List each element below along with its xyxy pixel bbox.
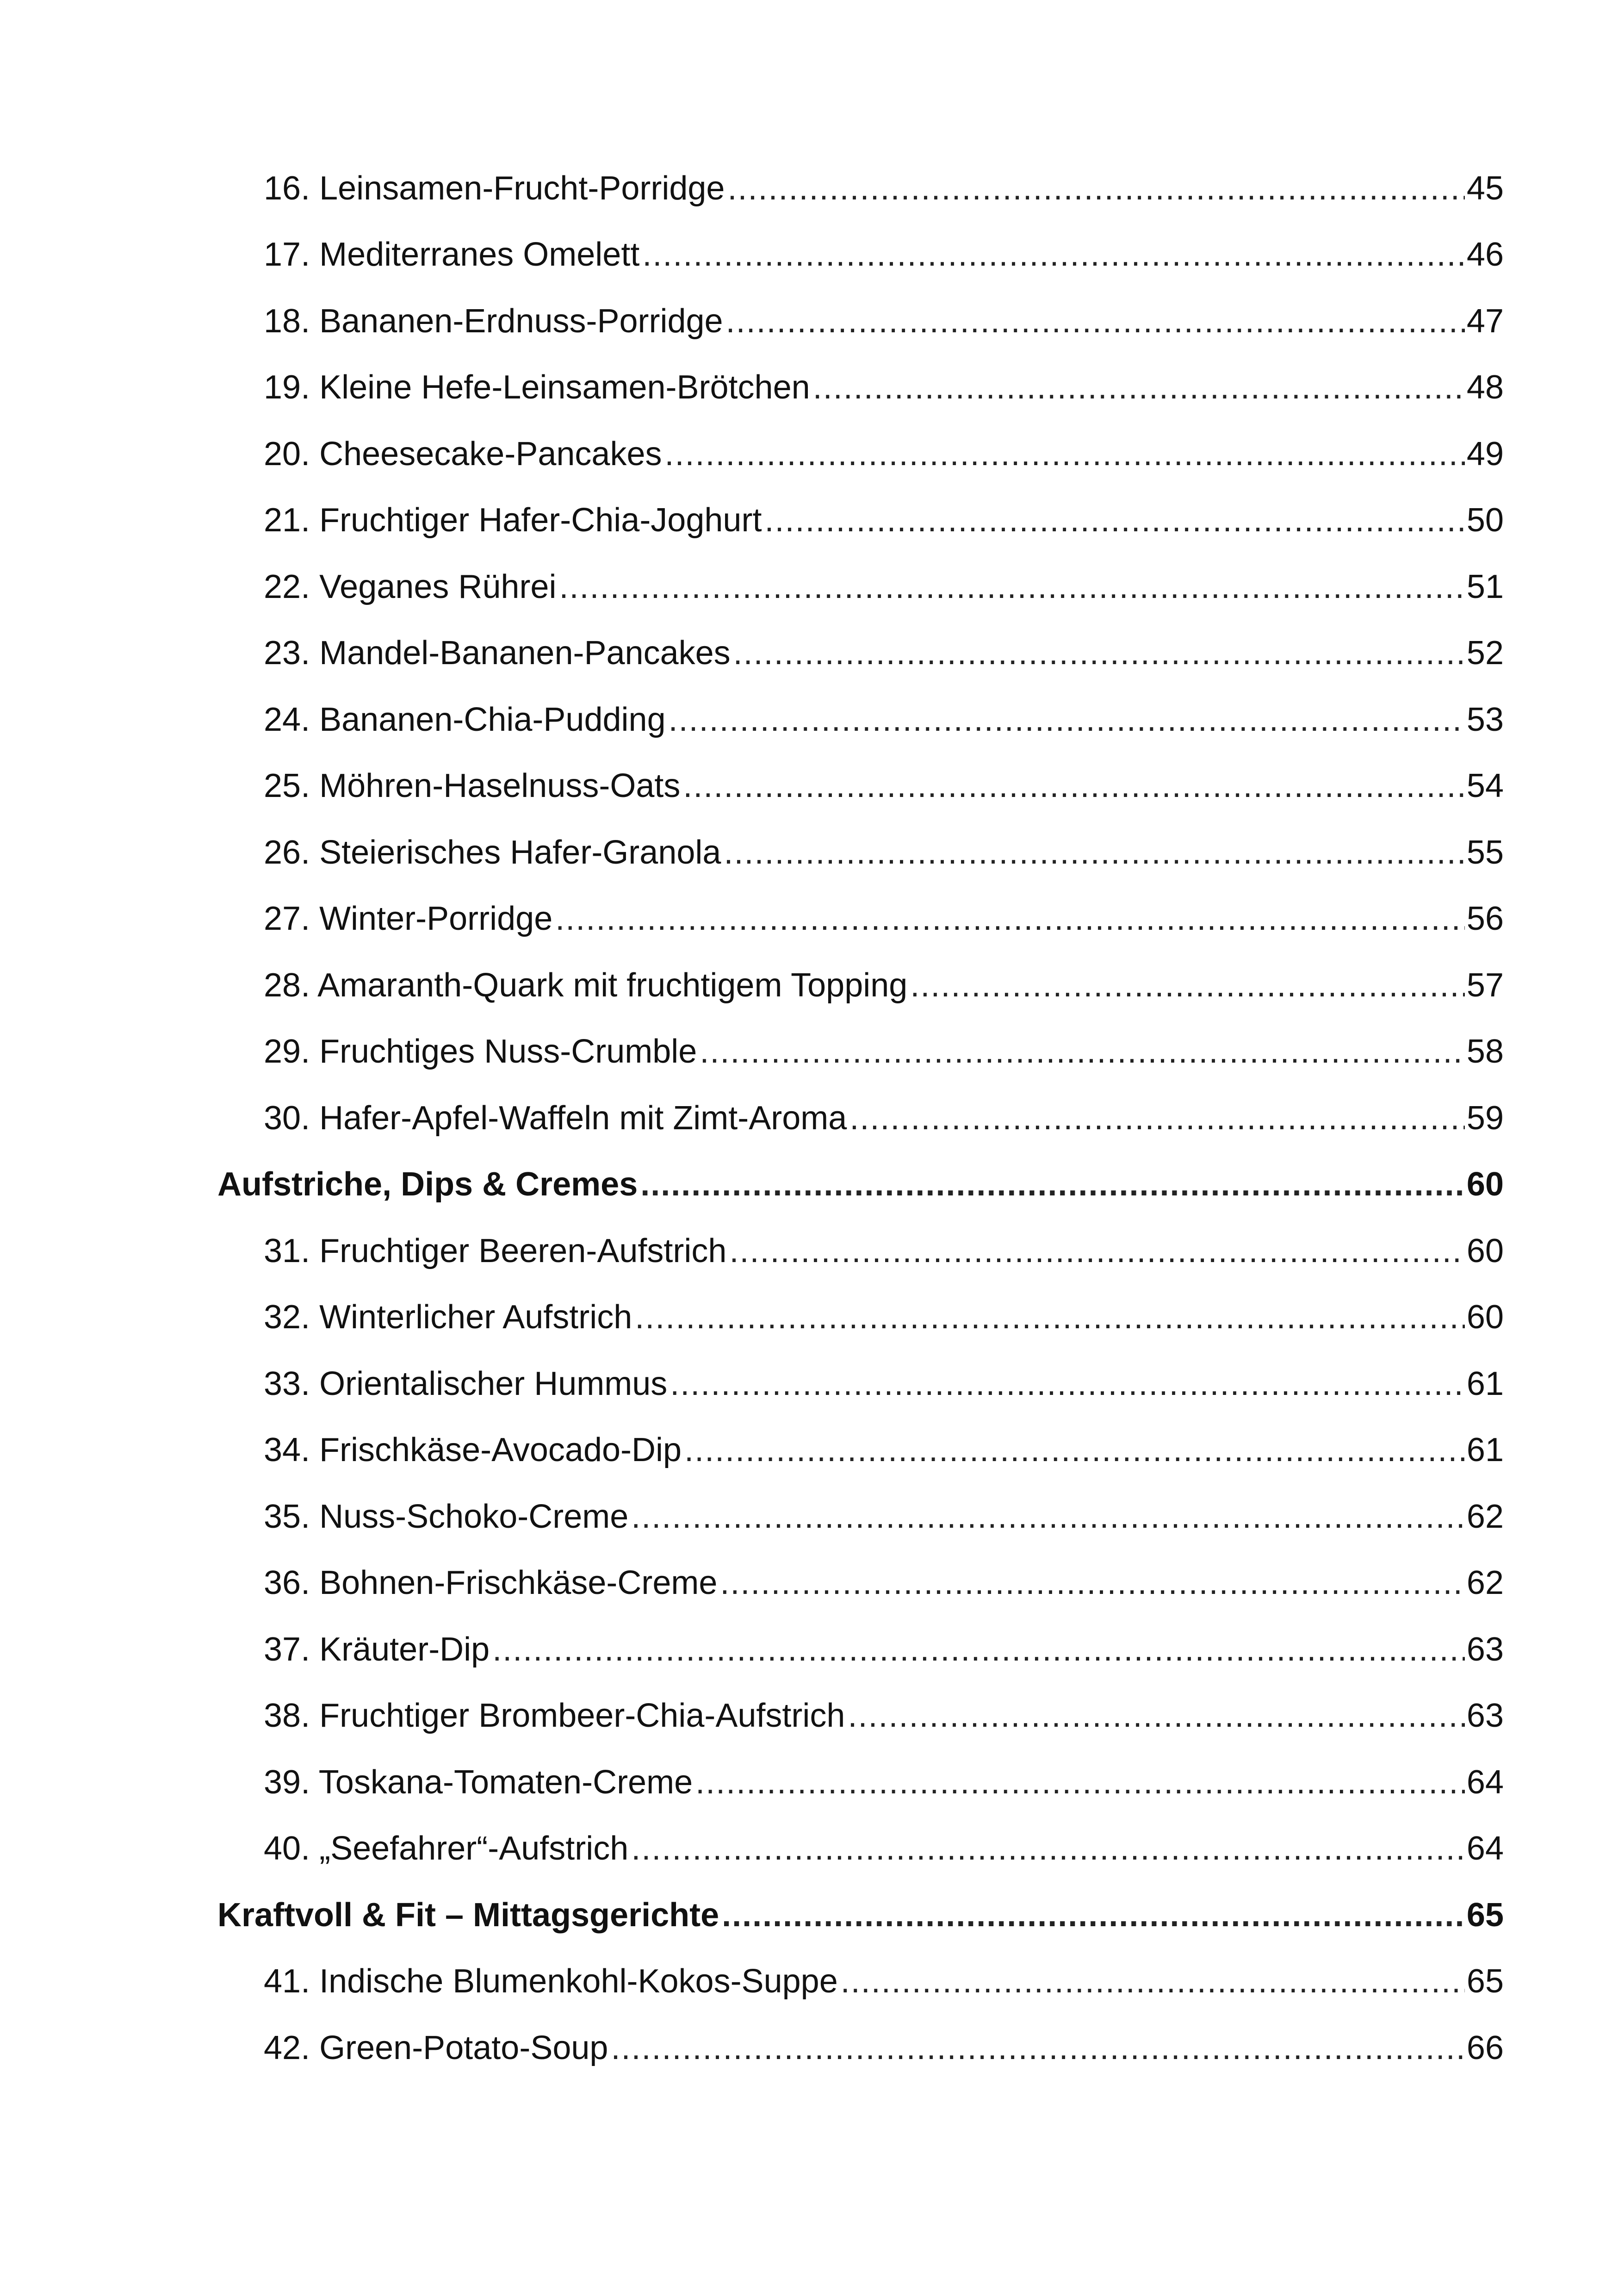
toc-leader-dots [665, 437, 1465, 471]
toc-leader-dots [720, 1566, 1465, 1599]
toc-leader-dots [849, 1101, 1465, 1135]
toc-entry [217, 1218, 1504, 1284]
toc-entry [217, 1284, 1504, 1351]
toc-leader-dots [611, 2031, 1464, 2065]
toc-entry-title: 23. Mandel-Bananen-Pancakes [264, 635, 731, 672]
toc-entry-title: 26. Steierisches Hafer-Granola [264, 834, 721, 871]
toc-leader-dots [733, 636, 1465, 670]
toc-page-number: 46 [1466, 236, 1504, 274]
toc-page-number: 47 [1466, 302, 1504, 340]
toc-entry-title: 32. Winterlicher Aufstrich [264, 1299, 632, 1336]
toc-entry [217, 1948, 1504, 2015]
toc-page-number: 48 [1466, 369, 1504, 406]
toc-page-number: 65 [1466, 1896, 1504, 1934]
toc-entry-title: 34. Frischkäse-Avocado-Dip [264, 1431, 682, 1469]
toc-entry-title: 20. Cheesecake-Pancakes [264, 435, 662, 473]
toc-entry-title: 40. „Seefahrer“-Aufstrich [264, 1830, 629, 1867]
toc-entry-title: 24. Bananen-Chia-Pudding [264, 701, 666, 738]
toc-entry-title: 22. Veganes Rührei [264, 568, 557, 605]
toc-entry [217, 1749, 1504, 1816]
toc-section-heading [217, 1151, 1504, 1218]
toc-leader-dots [726, 305, 1465, 338]
toc-page-number: 50 [1466, 502, 1504, 539]
toc-entry-title: 33. Orientalischer Hummus [264, 1365, 668, 1402]
toc-page-number: 65 [1466, 1963, 1504, 2000]
toc-entry [217, 1616, 1504, 1683]
toc-entry-title: 27. Winter-Porridge [264, 900, 553, 938]
toc-page-number: 63 [1466, 1697, 1504, 1735]
toc-entry [217, 1550, 1504, 1617]
toc-entry [217, 1417, 1504, 1484]
toc-page-number: 59 [1466, 1099, 1504, 1137]
toc-page-number: 61 [1466, 1365, 1504, 1402]
toc-page-number: 60 [1466, 1232, 1504, 1269]
toc-entry [217, 686, 1504, 753]
toc-page-number: 60 [1466, 1299, 1504, 1336]
toc-entry [217, 1019, 1504, 1085]
toc-leader-dots [724, 836, 1464, 869]
toc-leader-dots [670, 1367, 1465, 1400]
toc-entry [217, 1683, 1504, 1749]
toc-entry-title: 39. Toskana-Tomaten-Creme [264, 1763, 693, 1801]
toc-entry-title: 37. Kräuter-Dip [264, 1630, 490, 1668]
toc-entry [217, 155, 1504, 222]
toc-entry-title: 36. Bohnen-Frischkäse-Creme [264, 1564, 718, 1602]
toc-leader-dots [669, 703, 1465, 736]
toc-entry [217, 886, 1504, 952]
toc-section-title: Kraftvoll & Fit – Mittagsgerichte [217, 1896, 719, 1934]
toc-entry [217, 819, 1504, 886]
toc-entry-title: 42. Green-Potato-Soup [264, 2029, 608, 2066]
toc-entry-title: 28. Amaranth-Quark mit fruchtigem Topping [264, 966, 908, 1004]
toc-entry-title: 30. Hafer-Apfel-Waffeln mit Zimt-Aroma [264, 1099, 847, 1137]
toc-entry [217, 753, 1504, 820]
toc-page-number: 49 [1466, 435, 1504, 473]
toc-page-number: 55 [1466, 834, 1504, 871]
toc-page-number: 51 [1466, 568, 1504, 605]
table-of-contents [217, 155, 1504, 2081]
toc-leader-dots [722, 1898, 1465, 1932]
toc-entry [217, 1483, 1504, 1550]
toc-entry [217, 2015, 1504, 2081]
toc-leader-dots [841, 1965, 1465, 1998]
toc-leader-dots [631, 1500, 1465, 1533]
toc-page-number: 58 [1466, 1033, 1504, 1070]
toc-leader-dots [635, 1300, 1465, 1334]
toc-page-number: 66 [1466, 2029, 1504, 2066]
toc-page-number: 62 [1466, 1498, 1504, 1535]
toc-page-number: 52 [1466, 635, 1504, 672]
toc-entry-title: 38. Fruchtiger Brombeer-Chia-Aufstrich [264, 1697, 845, 1735]
toc-entry [217, 620, 1504, 687]
toc-entry-title: 16. Leinsamen-Frucht-Porridge [264, 169, 725, 207]
toc-leader-dots [729, 1234, 1464, 1268]
toc-leader-dots [910, 969, 1465, 1002]
toc-leader-dots [764, 504, 1464, 537]
toc-entry [217, 554, 1504, 620]
toc-page-number: 57 [1466, 966, 1504, 1004]
toc-entry [217, 1350, 1504, 1417]
toc-page-number: 60 [1466, 1166, 1504, 1203]
toc-entry-title: 21. Fruchtiger Hafer-Chia-Joghurt [264, 502, 762, 539]
toc-page-number: 63 [1466, 1630, 1504, 1668]
toc-leader-dots [642, 238, 1465, 271]
toc-entry [217, 1085, 1504, 1151]
toc-entry-title: 25. Möhren-Haselnuss-Oats [264, 767, 681, 805]
toc-entry-title: 31. Fruchtiger Beeren-Aufstrich [264, 1232, 727, 1269]
toc-leader-dots [640, 1168, 1465, 1201]
toc-leader-dots [492, 1633, 1465, 1666]
toc-section-title: Aufstriche, Dips & Cremes [217, 1166, 638, 1203]
toc-page-number: 53 [1466, 701, 1504, 738]
toc-leader-dots [813, 371, 1465, 404]
toc-entry [217, 1816, 1504, 1882]
toc-leader-dots [700, 1035, 1465, 1068]
toc-leader-dots [683, 769, 1465, 803]
toc-leader-dots [695, 1766, 1465, 1799]
toc-page-number: 56 [1466, 900, 1504, 938]
toc-page-number: 54 [1466, 767, 1504, 805]
toc-leader-dots [684, 1433, 1465, 1467]
toc-page-number: 62 [1466, 1564, 1504, 1602]
toc-entry-title: 17. Mediterranes Omelett [264, 236, 640, 274]
toc-leader-dots [559, 570, 1464, 604]
toc-entry [217, 421, 1504, 487]
toc-leader-dots [631, 1832, 1465, 1865]
toc-page-number: 45 [1466, 169, 1504, 207]
toc-page-number: 64 [1466, 1763, 1504, 1801]
toc-entry [217, 222, 1504, 288]
toc-leader-dots [727, 172, 1464, 205]
toc-entry-title: 41. Indische Blumenkohl-Kokos-Suppe [264, 1963, 838, 2000]
toc-page-number: 64 [1466, 1830, 1504, 1867]
toc-section-heading [217, 1882, 1504, 1948]
toc-entry [217, 355, 1504, 421]
toc-entry-title: 35. Nuss-Schoko-Creme [264, 1498, 629, 1535]
toc-entry-title: 19. Kleine Hefe-Leinsamen-Brötchen [264, 369, 810, 406]
toc-leader-dots [848, 1699, 1464, 1732]
toc-entry [217, 487, 1504, 554]
toc-page-number: 61 [1466, 1431, 1504, 1469]
toc-entry [217, 952, 1504, 1019]
toc-entry-title: 18. Bananen-Erdnuss-Porridge [264, 302, 723, 340]
toc-entry-title: 29. Fruchtiges Nuss-Crumble [264, 1033, 697, 1070]
toc-leader-dots [555, 902, 1465, 935]
toc-entry [217, 288, 1504, 355]
